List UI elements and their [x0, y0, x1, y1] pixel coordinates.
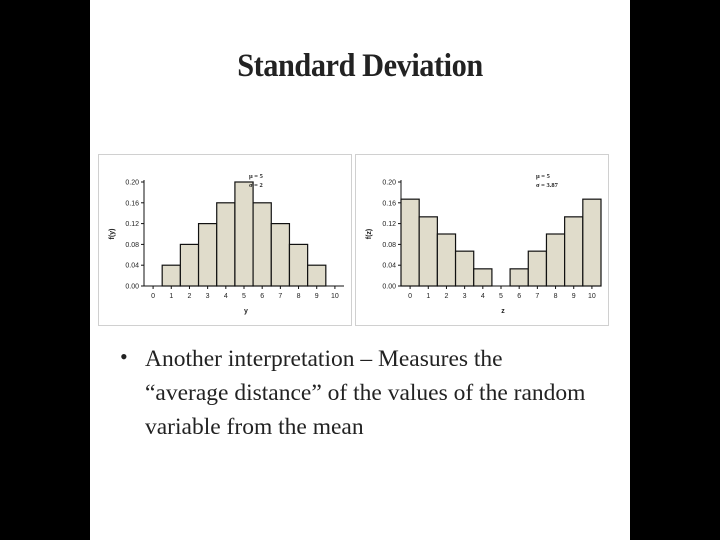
- x-axis-label: y: [244, 308, 248, 315]
- stat-annotation: μ = 5: [536, 173, 550, 180]
- y-tick-label: 0.20: [125, 179, 139, 187]
- x-tick-label: 1: [169, 293, 174, 300]
- x-tick-label: 10: [588, 293, 596, 300]
- histogram-bar: [308, 265, 326, 286]
- bullet-dot: •: [120, 344, 128, 369]
- histogram-bar: [162, 265, 180, 286]
- x-tick-label: 0: [151, 293, 156, 300]
- slide: [90, 0, 630, 540]
- histogram-z: [356, 155, 608, 325]
- y-tick-label: 0.12: [382, 221, 396, 229]
- x-tick-label: 5: [242, 293, 246, 300]
- x-tick-label: 7: [535, 293, 540, 300]
- y-tick-label: 0.00: [382, 283, 396, 291]
- slide-title: Standard Deviation: [237, 48, 483, 84]
- stat-annotation: μ = 5: [249, 173, 263, 180]
- chart-panel-z: [355, 154, 609, 326]
- y-tick-label: 0.12: [125, 221, 139, 229]
- y-tick-label: 0.20: [382, 179, 396, 187]
- x-tick-label: 6: [260, 293, 265, 300]
- histogram-bar: [437, 234, 455, 286]
- histogram-bar: [253, 203, 271, 286]
- x-tick-label: 3: [462, 293, 467, 300]
- y-tick-label: 0.16: [125, 200, 139, 208]
- y-tick-label: 0.04: [382, 262, 396, 270]
- x-tick-label: 8: [296, 293, 301, 300]
- x-tick-label: 7: [278, 293, 283, 300]
- x-axis-label: z: [501, 308, 505, 315]
- y-tick-label: 0.04: [125, 262, 139, 270]
- histogram-bar: [401, 199, 419, 286]
- histogram-bar: [546, 234, 564, 286]
- histogram-bar: [565, 217, 583, 286]
- histogram-bar: [217, 203, 235, 286]
- x-tick-label: 9: [571, 293, 576, 300]
- y-axis-label: f(y): [109, 228, 116, 240]
- x-tick-label: 8: [553, 293, 558, 300]
- histogram-bar: [289, 244, 307, 286]
- x-tick-label: 4: [223, 293, 228, 300]
- histogram-bar: [456, 251, 474, 286]
- x-tick-label: 10: [331, 293, 339, 300]
- histogram-bar: [583, 199, 601, 286]
- x-tick-label: 2: [444, 293, 449, 300]
- histogram-bar: [271, 224, 289, 286]
- histogram-bar: [199, 224, 217, 286]
- histogram-bar: [235, 182, 253, 286]
- x-tick-label: 2: [187, 293, 192, 300]
- y-tick-label: 0.00: [125, 283, 139, 291]
- x-tick-label: 3: [205, 293, 210, 300]
- y-tick-label: 0.16: [382, 200, 396, 208]
- histogram-bar: [419, 217, 437, 286]
- x-tick-label: 1: [426, 293, 431, 300]
- stat-annotation: σ = 2: [249, 182, 263, 189]
- histogram-bar: [528, 251, 546, 286]
- x-tick-label: 4: [480, 293, 485, 300]
- y-tick-label: 0.08: [382, 241, 396, 249]
- histogram-y: [99, 155, 351, 325]
- x-tick-label: 5: [499, 293, 503, 300]
- x-tick-label: 9: [314, 293, 319, 300]
- histogram-bar: [510, 269, 528, 286]
- chart-panel-y: [98, 154, 352, 326]
- x-tick-label: 6: [517, 293, 522, 300]
- y-tick-label: 0.08: [125, 241, 139, 249]
- x-tick-label: 0: [408, 293, 413, 300]
- stat-annotation: σ = 3.87: [536, 182, 558, 189]
- y-axis-label: f(z): [366, 228, 373, 240]
- histogram-bar: [474, 269, 492, 286]
- histogram-bar: [180, 244, 198, 286]
- bullet-text: Another interpretation – Measures the “average distance” of the values of the random variable from the mean: [145, 346, 586, 440]
